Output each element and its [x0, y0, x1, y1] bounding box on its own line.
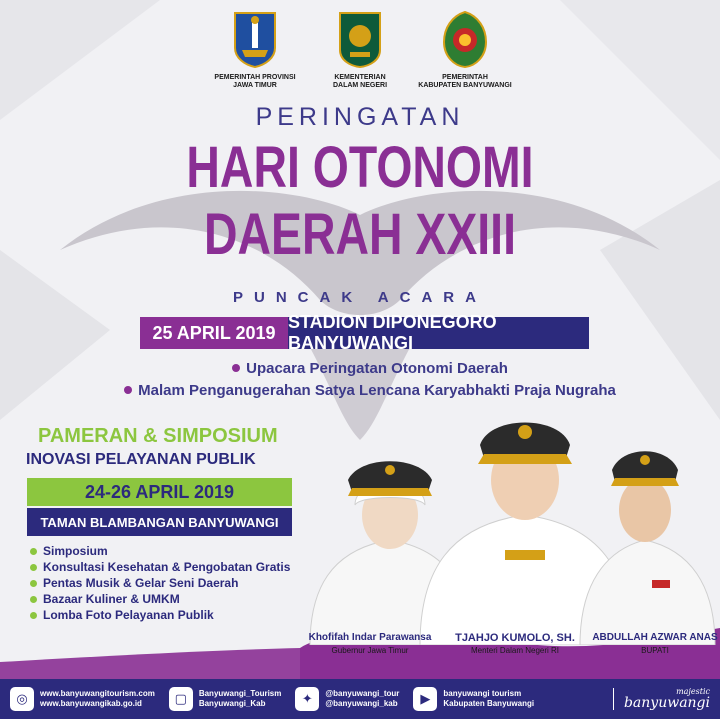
instagram-icon: ▢ [169, 687, 193, 711]
logo-caption-banyuwangi [418, 74, 511, 90]
puncak-label: PUNCAK ACARA [233, 289, 487, 306]
pameran-item-text: Pentas Musik & Gelar Seni Daerah [43, 576, 239, 590]
puncak-list [90, 357, 650, 401]
banyuwangi-crest-icon [442, 10, 488, 68]
majestic-banyuwangi-logo [613, 688, 710, 710]
youtube-channel[interactable]: Kabupaten Banyuwangi [443, 699, 535, 708]
pameran-list [30, 543, 290, 623]
pameran-venue: TAMAN BLAMBANGAN BANYUWANGI [27, 508, 292, 536]
puncak-date: 25 APRIL 2019 [140, 317, 288, 349]
pameran-subtitle: INOVASI PELAYANAN PUBLIK [26, 451, 256, 468]
caption-line: KEMENTERIAN [334, 74, 386, 81]
footer-web[interactable] [10, 687, 155, 711]
twitter-handle[interactable]: @banyuwangi_tour [325, 688, 400, 698]
list-item [30, 575, 290, 591]
list-item [30, 591, 290, 607]
bullet-icon [30, 612, 37, 619]
globe-icon: ◎ [10, 687, 34, 711]
list-item [90, 379, 650, 401]
pameran-item-text: Bazaar Kuliner & UMKM [43, 592, 180, 606]
officials-portraits [300, 400, 720, 645]
brand-top: majestic [676, 687, 710, 696]
logo-banyuwangi [415, 10, 515, 90]
twitter-icon: ✦ [295, 687, 319, 711]
official-title-minister: Menteri Dalam Negeri RI [470, 646, 560, 655]
pameran-item-text: Konsultasi Kesehatan & Pengobatan Gratis [43, 560, 291, 574]
event-title-line2: DAERAH XXIII [204, 202, 516, 267]
event-kicker: PERINGATAN [255, 103, 465, 131]
event-title-line1: HARI OTONOMI [186, 135, 534, 200]
portrait-regent [580, 451, 715, 645]
brand-main: banyuwangi [623, 695, 710, 711]
footer-instagram[interactable] [169, 687, 282, 711]
bullet-icon [124, 386, 132, 394]
logo-jatim [205, 10, 305, 90]
list-item [30, 559, 290, 575]
bullet-icon [30, 564, 37, 571]
list-item [90, 357, 650, 379]
web-link[interactable]: www.banyuwangikab.go.id [40, 699, 142, 708]
caption-line: DALAM NEGERI [332, 82, 388, 90]
youtube-channel[interactable]: banyuwangi tourism [443, 688, 522, 698]
footer-twitter[interactable] [295, 687, 399, 711]
bullet-icon [30, 548, 37, 555]
caption-line: PEMERINTAH PROVINSI [214, 74, 296, 81]
official-title-regent: BUPATI [641, 646, 669, 655]
official-title-governor: Gubernur Jawa Timur [331, 646, 409, 655]
web-link[interactable]: www.banyuwangitourism.com [40, 688, 155, 698]
instagram-handle[interactable]: Banyuwangi_Kab [198, 699, 266, 708]
caption-line: KABUPATEN BANYUWANGI [418, 82, 512, 90]
kemendagri-crest-icon [337, 10, 383, 68]
official-name-governor: Khofifah Indar Parawansa [308, 632, 432, 643]
list-item [30, 543, 290, 559]
jatim-crest-icon [232, 10, 278, 68]
footer-youtube[interactable] [413, 687, 534, 711]
puncak-venue: STADION DIPONEGORO BANYUWANGI [288, 317, 589, 349]
bullet-icon [30, 580, 37, 587]
logo-caption-jatim [214, 74, 295, 90]
pameran-date: 24-26 APRIL 2019 [27, 478, 292, 506]
bullet-icon [30, 596, 37, 603]
puncak-date-bar [140, 312, 589, 353]
footer [0, 679, 720, 719]
instagram-handle[interactable]: Banyuwangi_Tourism [198, 688, 282, 698]
caption-line: PEMERINTAH [442, 74, 488, 81]
officials-group [300, 400, 720, 645]
logo-caption-kemendagri [333, 74, 387, 90]
pameran-title: PAMERAN & SIMPOSIUM [38, 425, 278, 447]
official-name-minister: TJAHJO KUMOLO, SH. [455, 632, 575, 644]
bullet-icon [232, 364, 240, 372]
logo-kemendagri [310, 10, 410, 90]
puncak-item-text: Upacara Peringatan Otonomi Daerah [246, 359, 508, 377]
caption-line: JAWA TIMUR [233, 82, 277, 90]
official-name-regent: ABDULLAH AZWAR ANAS [592, 632, 718, 643]
youtube-icon: ▶ [413, 687, 437, 711]
logo-row [205, 10, 515, 90]
pameran-item-text: Lomba Foto Pelayanan Publik [43, 608, 214, 622]
pameran-item-text: Simposium [43, 544, 108, 558]
list-item [30, 607, 290, 623]
twitter-handle[interactable]: @banyuwangi_kab [325, 699, 398, 708]
puncak-item-text: Malam Penganugerahan Satya Lencana Karyabhakti Praja Nugraha [138, 381, 616, 399]
